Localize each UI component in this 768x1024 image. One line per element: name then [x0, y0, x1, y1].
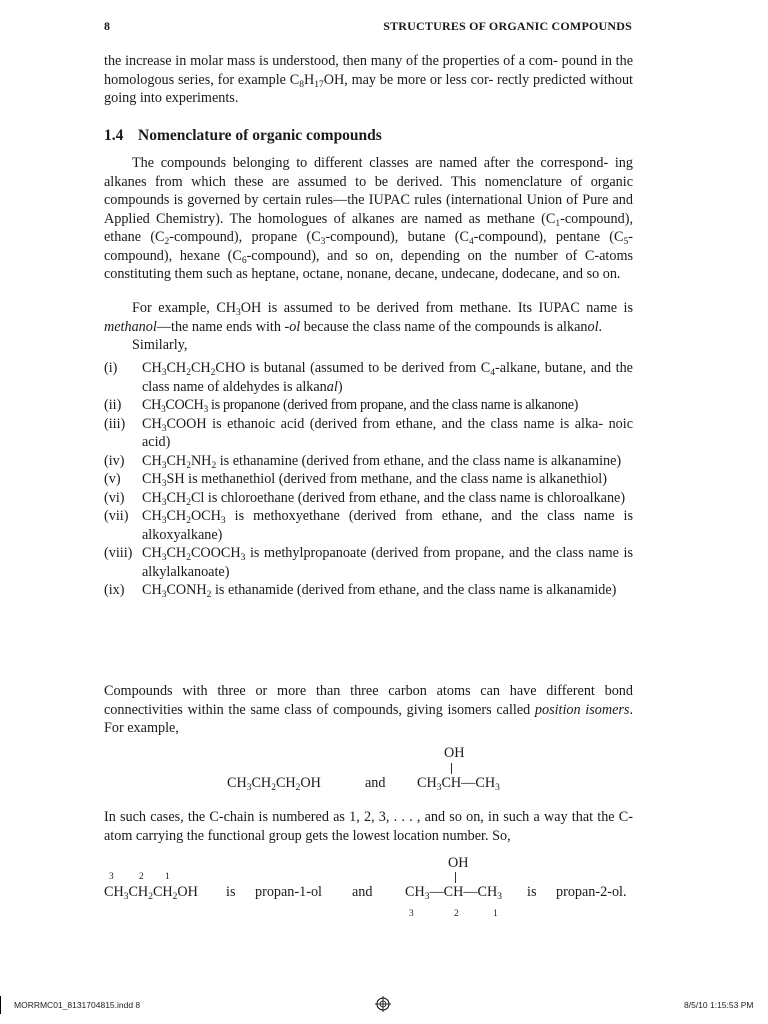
crop-mark	[0, 996, 1, 1014]
registration-mark-icon	[375, 996, 391, 1012]
hydroxyl-label: OH	[448, 855, 469, 871]
list-item: (i) $CH_3CH_2CH_2CHO$ is butanal (assumed to be derived from $C_4$-alkane, butane, and the class name of aldehydes is alkanal)	[104, 360, 633, 395]
list-item: (ii) $CH_3COCH_3$ is propanone (derived from propane, and the class name is alkanone)	[104, 397, 579, 415]
page-number: 8	[104, 19, 110, 33]
propan-1-ol-name: propan-1-ol	[255, 884, 322, 900]
isopropanol-formula: $CH_3CH—CH_3$	[417, 775, 500, 793]
bond-line	[451, 763, 452, 774]
bond-line	[455, 872, 456, 883]
list-item: (iii) $CH_3COOH$ is ethanoic acid (derived from ethane, and the class name is alka- noic acid)	[104, 415, 633, 450]
and-word: and	[365, 775, 386, 791]
list-item: (vii) $CH_3CH_2OCH_3$ is methoxyethane (derived from ethane, and the class name is alkoxyalkane)	[104, 508, 633, 543]
running-title: STRUCTURES OF ORGANIC COMPOUNDS	[383, 19, 632, 33]
examples-list	[104, 359, 633, 600]
list-item: (iv) $CH_3CH_2NH_2$ is ethanamine (derived from ethane, and the class name is alkanamine)	[104, 452, 622, 471]
propan-2-ol-name: propan-2-ol.	[556, 884, 627, 900]
nomenclature-paragraph: The compounds belonging to different classes are named after the correspond- ing alkanes from which these are assumed to be derived. This nomenclature of organic compounds is governed by certain rules—the IUPAC rules (international Union of Pure and Applied Chemistry). The homologues of alkanes are named as methane $(C_1-compound)$, ethane $(C_2-compound)$, propane $(C_3-compound)$, butane $(C_4-compound)$, pentane $(C_5-compound)$, hexane $(C_6-compound)$, and so on, depending on the number of C-atoms constituting them such as heptane, octane, nonane, decane, undecane, dodecane, and so on.	[104, 155, 633, 282]
file-slug: MORRMC01_8131704815.indd 8	[14, 1000, 141, 1010]
propan-2-ol-formula: $CH_3—CH—CH_3$	[405, 884, 503, 902]
numbering-paragraph: In such cases, the C-chain is numbered as 1, 2, 3, . . . , and so on, in such a way that the C-atom carrying the functional group gets the lowest location number. So,	[104, 809, 633, 844]
propanol-formula: $CH_3CH_2CH_2OH$	[227, 775, 321, 793]
document-page: 8 STRUCTURES OF ORGANIC COMPOUNDS the increase in molar mass is understood, then many of the properties of a com- pound in the homologous series, for example $C_8H_{17}OH$, may be more or less cor- rectly predicted without going into experiments. 1.4 Nomenclature of organic compounds The compounds belonging to different classes are named after the correspond- ing alkanes from which these are assumed to be derived. This nomenclature of organic compounds is governed by certain rules—the IUPAC rules (international Union of Pure and Applied Chemistry). The homologues of alkanes are named as methane $(C_1-compound)$, ethane $(C_2-compound)$, propane $(C_3-compound)$, butane $(C_4-compound)$, pentane $(C_5-compound)$, hexane $(C_6-compound)$, and so on, depending on the number of C-atoms constituting them such as heptane, octane, nonane, decane, undecane, dodecane, and so on. For example, $CH_3OH$ is assumed to be derived from methane. Its IUPAC name is methanol—the name ends with -ol because the class name of the compounds is alkanol. Similarly, (i) $CH_3CH_2CH_2CHO$ is butanal (assumed to be derived from $C_4$-alkane, butane, and the class name of aldehydes is alkanal) (ii) $CH_3COCH_3$ is propanone (derived from propane, and the class name is alkanone) (iii) $CH_3COOH$ is ethanoic acid (derived from ethane, and the class name is alka- noic acid) (iv) $CH_3CH_2NH_2$ is ethanamine (derived from ethane, and the class name is alkanamine) (v) $CH_3SH$ is methanethiol (derived from methane, and the class name is alkanethiol) (vi) $CH_3CH_2Cl$ is chloroethane (derived from ethane, and the class name is chloroalkane) (vii) $CH_3CH_2OCH_3$ is methoxyethane (derived from ethane, and the class name is alkoxyalkane) (viii) $CH_3CH_2COOCH_3$ is methylpropanoate (derived from propane, and the class name is alkylalkanoate) (ix) $CH_3CONH_2$ is ethanamide (derived from ethane, and the class name is alkanamide) Compounds with three or more than three carbon atoms can have different bond connectivities within the same class of compounds, giving isomers called position isomers. For example, OH $CH_3CH_2CH_2OH$ and $CH_3CH—CH_3$ In such cases, the C-chain is numbered as 1, 2, 3, . . . , and so on, in such a way that the C-atom carrying the functional group gets the lowest location number. So, 3 2 1 $CH_3CH_2CH_2OH$ is propan-1-ol and OH $CH_3—CH—CH_3$ is propan-2-ol. 3 2 1 MORRMC01_8131704815.indd 8 8/5/10 1:15:53 PM	[0, 0, 768, 1024]
section-number: 1.4	[104, 127, 124, 144]
isomer-paragraph: Compounds with three or more than three carbon atoms can have different bond connectivities within the same class of compounds, giving isomers called position isomers. For example,	[104, 683, 633, 736]
list-item: (v) $CH_3SH$ is methanethiol (derived from methane, and the class name is alkanethiol)	[104, 471, 607, 489]
list-item: (ix) $CH_3CONH_2$ is ethanamide (derived from ethane, and the class name is alkanamide)	[104, 582, 617, 600]
example-paragraph: For example, $CH_3OH$ is assumed to be derived from methane. Its IUPAC name is methanol—the name ends with -ol because the class name of the compounds is alkanol. Similarly,	[104, 300, 633, 353]
propan-1-ol-formula: $CH_3CH_2CH_2OH$	[104, 884, 198, 902]
print-date: 8/5/10 1:15:53 PM	[684, 1000, 754, 1010]
list-item: (vi) $CH_3CH_2Cl$ is chloroethane (derived from ethane, and the class name is chloroalkane)	[104, 489, 626, 508]
list-item: (viii) $CH_3CH_2COOCH_3$ is methylpropanoate (derived from propane, and the class name is alkylalkanoate)	[104, 545, 633, 580]
intro-paragraph: the increase in molar mass is understood, then many of the properties of a com- pound in the homologous series, for example $C_8H_{17}OH$, may be more or less cor- rectly predicted without going into experiments.	[104, 53, 633, 106]
section-heading	[104, 127, 382, 145]
section-title: Nomenclature of organic compounds	[138, 127, 382, 144]
hydroxyl-label: OH	[444, 745, 465, 761]
